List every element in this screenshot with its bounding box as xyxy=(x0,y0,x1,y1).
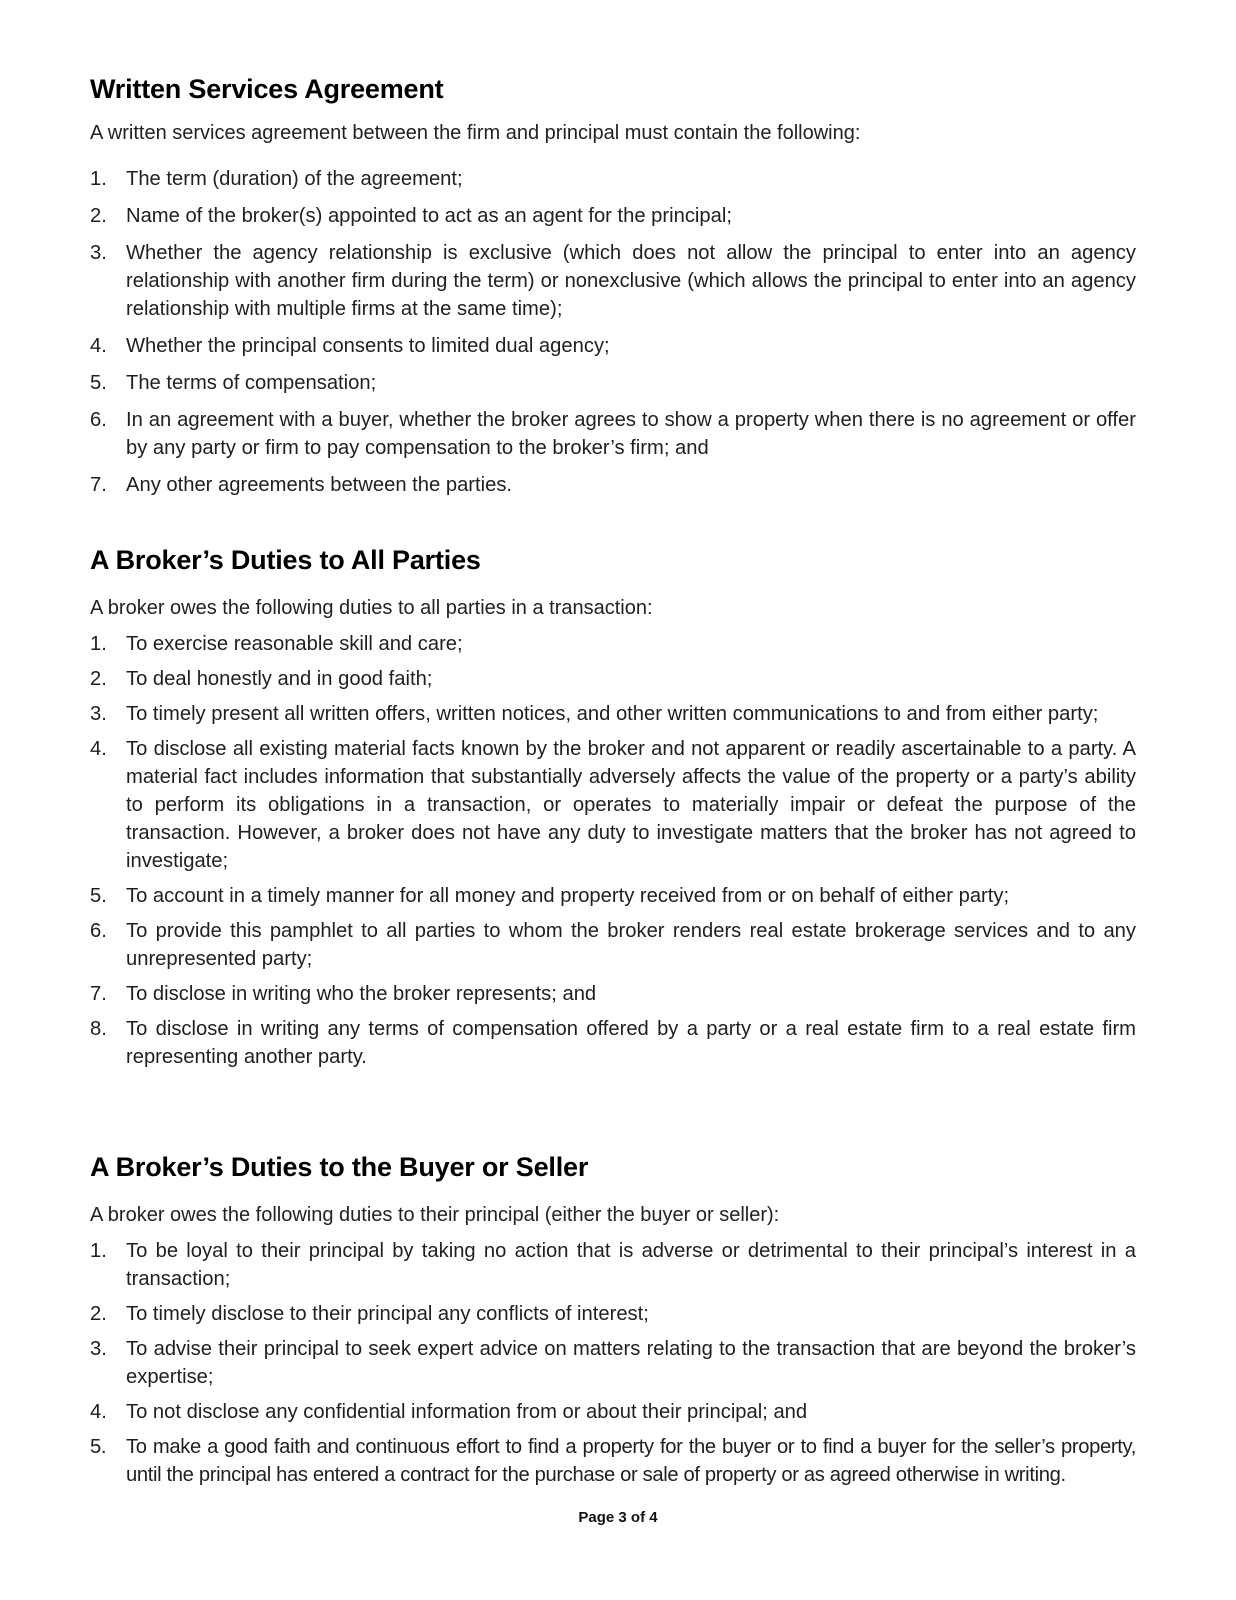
list-item-number: 8. xyxy=(90,1018,107,1040)
list-item xyxy=(90,369,1136,397)
page-number-footer: Page 3 of 4 xyxy=(578,1509,658,1526)
section-heading: A Broker’s Duties to the Buyer or Seller xyxy=(90,1152,589,1182)
list-item-text: To disclose all existing material facts known by the broker and not apparent or readily ascertainable to a party. A material fact includes information that substantially adversely affects the value of the property or a party’s ability to perform its obligations in a transaction, or operates to materially impair or defeat the purpose of the transaction. However, a broker does not have any duty to investigate matters that the broker has not agreed to investigate; xyxy=(126,738,1136,872)
list-item-text: Whether the principal consents to limited dual agency; xyxy=(126,335,610,357)
list-item xyxy=(90,630,1136,658)
list-item xyxy=(90,882,1136,910)
list-item-number: 2. xyxy=(90,668,107,690)
list-item-text: To deal honestly and in good faith; xyxy=(126,668,433,690)
list-item xyxy=(90,1433,1136,1489)
section-intro: A broker owes the following duties to all parties in a transaction: xyxy=(90,597,653,619)
list-item-number: 5. xyxy=(90,885,107,907)
list-item xyxy=(90,1398,1136,1426)
list-item-text: To timely disclose to their principal any conflicts of interest; xyxy=(126,1303,649,1325)
list-item xyxy=(90,700,1136,728)
list-item-text: To not disclose any confidential information from or about their principal; and xyxy=(126,1401,808,1423)
section-heading: A Broker’s Duties to All Parties xyxy=(90,545,481,575)
numbered-list xyxy=(90,630,1136,1071)
list-item-text: To provide this pamphlet to all parties to whom the broker renders real estate brokerage services and to any unrepresented party; xyxy=(126,920,1136,970)
list-item xyxy=(90,735,1136,875)
list-item-number: 1. xyxy=(90,168,107,190)
numbered-list xyxy=(90,165,1136,499)
list-item-number: 6. xyxy=(90,920,107,942)
section-heading: Written Services Agreement xyxy=(90,74,444,104)
list-item xyxy=(90,239,1136,323)
list-item-number: 2. xyxy=(90,1303,107,1325)
list-item-number: 4. xyxy=(90,738,107,760)
list-item xyxy=(90,202,1136,230)
list-item xyxy=(90,917,1136,973)
document-page xyxy=(90,0,1136,1600)
list-item-number: 2. xyxy=(90,205,107,227)
list-item xyxy=(90,471,1136,499)
list-item-number: 6. xyxy=(90,409,107,431)
list-item-text: To be loyal to their principal by taking no action that is adverse or detrimental to their principal’s interest in a transaction; xyxy=(126,1240,1136,1290)
list-item xyxy=(90,1335,1136,1391)
list-item-text: The term (duration) of the agreement; xyxy=(126,168,463,190)
list-item xyxy=(90,165,1136,193)
section-intro: A written services agreement between the firm and principal must contain the following: xyxy=(90,122,861,144)
list-item-text: To timely present all written offers, written notices, and other written communications to and from either party; xyxy=(126,703,1099,725)
list-item-text: To account in a timely manner for all money and property received from or on behalf of either party; xyxy=(126,885,1010,907)
list-item-text: To make a good faith and continuous effort to find a property for the buyer or to find a buyer for the seller’s property, until the principal has entered a contract for the purchase or sale of property or as agreed otherwise in writing. xyxy=(126,1436,1136,1486)
list-item xyxy=(90,980,1136,1008)
list-item-number: 3. xyxy=(90,1338,107,1360)
list-item-number: 1. xyxy=(90,1240,107,1262)
list-item-number: 4. xyxy=(90,335,107,357)
section-duties-to-all-parties xyxy=(90,544,1136,1071)
list-item-text: In an agreement with a buyer, whether the broker agrees to show a property when there is no agreement or offer by any party or firm to pay compensation to the broker’s firm; and xyxy=(126,409,1136,459)
list-item-text: To advise their principal to seek expert advice on matters relating to the transaction that are beyond the broker’s expertise; xyxy=(126,1338,1136,1388)
list-item-text: Whether the agency relationship is exclusive (which does not allow the principal to enter into an agency relationship with another firm during the term) or nonexclusive (which allows the principal to enter into an agency relationship with multiple firms at the same time); xyxy=(126,242,1136,320)
section-duties-to-buyer-or-seller xyxy=(90,1151,1136,1489)
list-item xyxy=(90,332,1136,360)
list-item-number: 5. xyxy=(90,1436,107,1458)
list-item xyxy=(90,665,1136,693)
list-item-number: 4. xyxy=(90,1401,107,1423)
list-item-text: To disclose in writing who the broker represents; and xyxy=(126,983,597,1005)
list-item-text: To disclose in writing any terms of compensation offered by a party or a real estate firm to a real estate firm representing another party. xyxy=(126,1018,1136,1068)
section-intro: A broker owes the following duties to their principal (either the buyer or seller): xyxy=(90,1204,780,1226)
list-item-number: 5. xyxy=(90,372,107,394)
list-item xyxy=(90,1015,1136,1071)
list-item-number: 7. xyxy=(90,983,107,1005)
list-item-number: 7. xyxy=(90,474,107,496)
list-item-text: Any other agreements between the parties. xyxy=(126,474,513,496)
list-item xyxy=(90,406,1136,462)
list-item xyxy=(90,1237,1136,1293)
list-item-text: Name of the broker(s) appointed to act as an agent for the principal; xyxy=(126,205,732,227)
list-item-number: 3. xyxy=(90,703,107,725)
list-item xyxy=(90,1300,1136,1328)
list-item-number: 1. xyxy=(90,633,107,655)
list-item-number: 3. xyxy=(90,242,107,264)
section-written-services-agreement xyxy=(90,73,1136,499)
numbered-list xyxy=(90,1237,1136,1489)
list-item-text: The terms of compensation; xyxy=(126,372,377,394)
list-item-text: To exercise reasonable skill and care; xyxy=(126,633,463,655)
